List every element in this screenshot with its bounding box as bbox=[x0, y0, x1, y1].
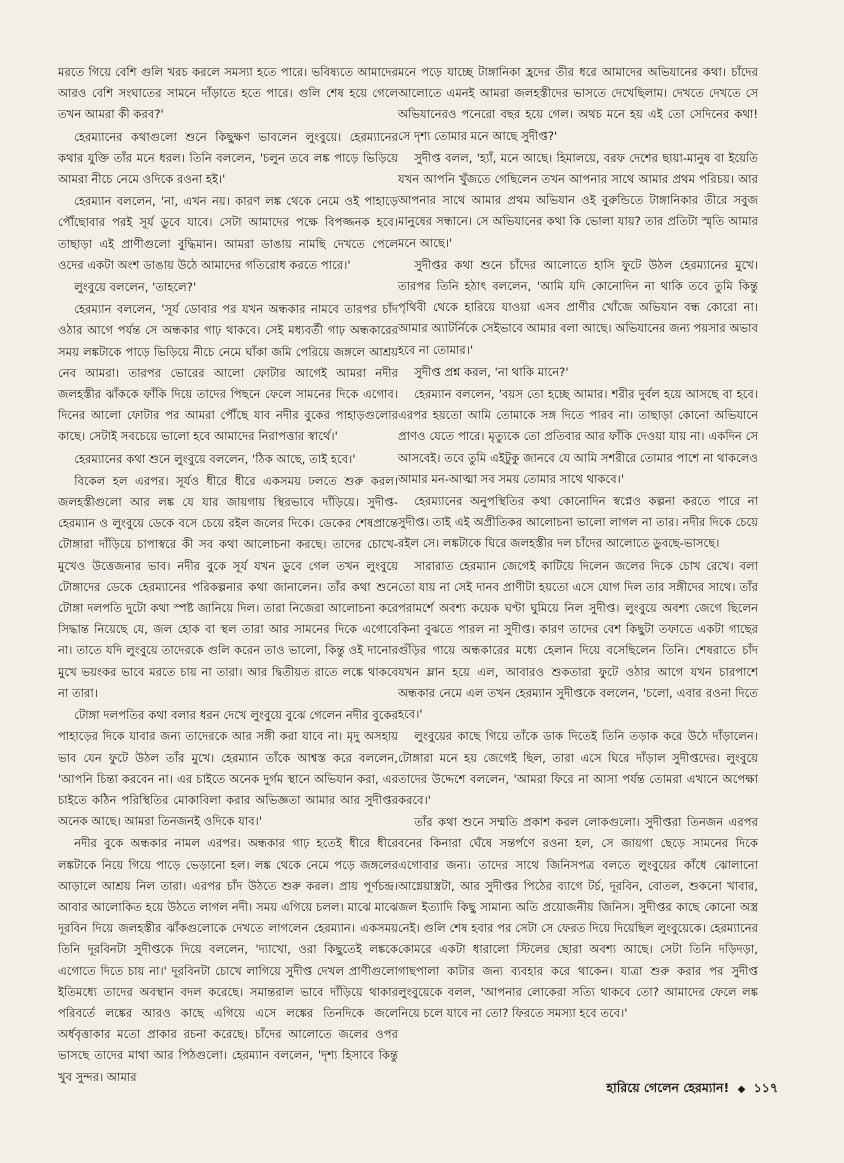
paragraph: সারারাত হেরম্যান জেগেই কাটিয়ে দিলেন জলের দিকে চোখ রেখে। বলা তো যায় না সেই দানব প্রাণীটা হয়তো এসে যোগ দিল তার সঙ্গীদের সাথে। তাঁর পরামর্শে অবশ্য কয়েক ঘণ্টা ঘুমিয়ে নিল সুদীপ্ত। লুংবুয়ে অবশ্য জেগে ছিলেন কিনা বুঝতে পারল না সুদীপ্ত। কারণ তাদের বেশ কিছুটা তফাতে একটা গাছের গুঁড়ির গায়ে অন্ধকারের মধ্যে হেলান দিয়ে বসেছিলেন তিনি। শেষরাতে চাঁদ যখন ম্লান হয়ে এল, আবারও শুকতারা ফুটে ওঠার আগে যখন চারপাশে অন্ধকার নেমে এল তখন হেরম্যান সুদীপ্তকে বললেন, 'চলো, এবার রওনা দিতে হবে।' bbox=[398, 558, 758, 722]
paragraph: হেরম্যানের কথা শুনে লুংবুয়ে বললেন, 'ঠিক আছে, তাই হবে।' bbox=[74, 451, 356, 466]
paragraph: লুংবুয়ে বললেন, 'তাহলে?' bbox=[74, 280, 197, 295]
paragraph: সুদীপ্তর কথা শুনে চাঁদের আলোতে হাসি ফুটে উঠল হেরম্যানের মুখে। তারপর তিনি হঠাৎ বললেন, 'আমি যদি কোনোদিন না থাকি তবে তুমি কিন্তু পৃথিবী থেকে হারিয়ে যাওয়া এসব প্রাণীর খোঁজে অভিযান বন্ধ কোরো না। আমার অ্যাটর্নিকে সেইভাবে আমার বলা আছে। অভিযানের জন্য পয়সার অভাব হবে না তোমার।' bbox=[398, 257, 758, 357]
diamond-separator-icon: ◆ bbox=[737, 1084, 746, 1095]
paragraph: বিকেল হল এরপর। সূর্যও ধীরে ধীরে একসময় ঢলতে শুরু করল। জলহস্তীগুলো আর লঙ্ক যে যার জায়গায় স্থিরভাবে দাঁড়িয়ে। সুদীপ্ত-হেরম্যান ও লুংবুয়ে ডেকে বসে চেয়ে রইল জলের দিকে। ডেকের শেষপ্রান্তে টোঙ্গারা দাঁড়িয়ে চাপাস্বরে কী সব কথা আলোচনা করছে। তাদের চোখে-মুখেও উত্তেজনার ভাব। নদীর বুকে সূর্য যখন ডুবে গেল তখন লুংবুয়ে টোঙ্গাদের ডেকে হেরম্যানের পরিকল্পনার কথা জানালেন। তাঁর কথা শুনে টোঙ্গা দলপতি দুটো কথা স্পষ্ট জানিয়ে দিল। তারা নিজেরা আলোচনা করে সিদ্ধান্ত নিয়েছে যে, জল হোক বা স্থল তারা আর সামনের দিকে এগোবে না। তাতে যদি লুংবুয়ে তাদেরকে গুলি করেন তাও ভালো, কিন্তু ওই দানোর মুখে ভয়ংকর ভাবে মরতে চায় না তারা। আর দ্বিতীয়ত রাতে লঙ্কে থাকবে না তারা। bbox=[58, 473, 398, 700]
page-footer bbox=[607, 1080, 778, 1100]
paragraph: তাঁর কথা শুনে সম্মতি প্রকাশ করল লোকগুলো। সুদীপ্তরা তিনজন এরপর বনের কিনারা ঘেঁষে সন্তর্পণে রওনা হল, সে জায়গা ছেড়ে সামনের দিকে এগোবার জন্য। তাদের সাথে জিনিসপত্র বলতে লুংবুয়ের কাঁধে ঝোলানো আগ্নেয়াস্ত্রটা, আর সুদীপ্তর পিঠের ব্যাগে টর্চ, দূরবিন, বোতল, শুকনো খাবার, জল ইত্যাদি কিছু সামান্য অতি প্রয়োজনীয় জিনিস। সুদীপ্তর কাছে কোনো অস্ত্র নেই। গুলি শেষ হবার পর সেটা সে ফেরত দিয়ে দিয়েছিল লুংবুয়েকে। হেরম্যানের কোমরে একটা ধারালো স্টিলের ছোরা অবশ্য আছে। সেটা তিনি দড়িদড়া, গাছপালা কাটার জন্য ব্যবহার করে থাকেন। যাত্রা শুরু করার পর সুদীপ্ত লুংবুয়েকে বলল, 'আপনার লোকেরা সত্যি থাকবে তো? আমাদের ফেলে লঙ্ক নিয়ে চলে যাবে না তো? ফিরতে সমস্যা হবে তবে।' bbox=[398, 815, 758, 1020]
paragraph: মরতে গিয়ে বেশি গুলি খরচ করলে সমস্যা হতে পারে। ভবিষ্যতে আমাদের আরও বেশি সংঘাতের সামনে দাঁড়াতে হতে পারে। গুলি শেষ হয়ে গেলে তখন আমরা কী করব?' bbox=[58, 65, 398, 122]
paragraph: হেরম্যান বললেন, 'বয়স তো হচ্ছে আমার। শরীর দুর্বল হয়ে আসছে বা হবে। এরপর হয়তো আমি তোমাকে সঙ্গ দিতে পারব না। তাছাড়া কোনো অভিযানে প্রাণও যেতে পারে। মৃত্যুকে তো প্রতিবার আর ফাঁকি দেওয়া যায় না। একদিন সে আসবেই। তবে তুমি এইটুকু জানবে যে আমি সশরীরে তোমার পাশে না থাকলেও আমার মন-আত্মা সব সময় তোমার সাথে থাকবে।' bbox=[398, 387, 758, 486]
left-column bbox=[58, 62, 398, 1088]
page-number: ১১৭ bbox=[753, 1080, 778, 1095]
paragraph: টোঙ্গা দলপতির কথা বলার ধরন দেখে লুংবুয়ে বুঝে গেলেন নদীর বুকের পাহাড়ের দিকে যাবার জন্য তাদেরকে আর সঙ্গী করা যাবে না। মৃদু অসহায় ভাব যেন ফুটে উঠল তাঁর মুখে। হেরম্যান তাঁকে আশ্বস্ত করে বললেন, 'আপনি চিন্তা করবেন না। এর চাইতে অনেক দুর্গম স্থানে অভিযান করা, এর চাইতে কঠিন পরিস্থিতির মোকাবিলা করার অভিজ্ঞতা আমার আর সুদীপ্তর অনেক আছে। আমরা তিনজনই ওদিকে যাব।' bbox=[58, 708, 398, 829]
paragraph: হেরম্যানের কথাগুলো শুনে কিছুক্ষণ ভাবলেন লুংবুয়ে। হেরম্যানের কথার যুক্তি তাঁর মনে ধরল। তিনি বললেন, 'চলুন তবে লঙ্ক পাড়ে ভিড়িয়ে আমরা নীচে নেমে ওদিকে রওনা হই।' bbox=[58, 129, 398, 187]
right-column bbox=[398, 62, 758, 1024]
paragraph: হেরম্যান বললেন, 'সূর্য ডোবার পর যখন অন্ধকার নামবে তারপর চাঁদ ওঠার আগে পর্যন্ত সে অন্ধকার গাঢ় থাকবে। সেই মধ্যবর্তী গাঢ় অন্ধকারের সময় লঙ্কটাকে পাড়ে ভিড়িয়ে নীচে নেমে ঘাঁকা জমি পেরিয়ে জঙ্গলে আশ্রয় নেব আমরা। তারপর ভোরের আলো ফোটার আগেই আমরা নদীর জলহস্তীর ঝাঁককে ফাঁকি দিয়ে তাদের পিছনে ফেলে সামনের দিকে এগোব। দিনের আলো ফোটার পর আমরা পৌঁছে যাব নদীর বুকের পাহাড়গুলোর কাছে। সেটাই সবচেয়ে ভালো হবে আমাদের নিরাপত্তার স্বার্থে।' bbox=[58, 302, 398, 444]
paragraph: লুংবুয়ের কাছে গিয়ে তাঁকে ডাক দিতেই তিনি তড়াক করে উঠে দাঁড়ালেন। টোঙ্গারা মনে হয় জেগেই ছিল, তারা এসে ঘিরে দাঁড়াল সুদীপ্তদের। লুংবুয়ে তাদের উদ্দেশে বললেন, 'আমরা ফিরে না আসা পর্যন্ত তোমরা এখানে অপেক্ষা করবে।' bbox=[398, 729, 758, 807]
paragraph: মনে পড়ে যাচ্ছে টাঙ্গানিকা হ্রদের তীর ধরে আমাদের অভিযানের কথা। চাঁদের আলোতে এমনই আমরা জলহস্তীদের ভাসতে দেখেছিলাম। দেখতে দেখতে সে অভিযানেরও পনেরো বছর হয়ে গেল। অথচ মনে হয় এই তো সেদিনের কথা! সে দৃশ্য তোমার মনে আছে সুদীপ্ত?' bbox=[398, 65, 758, 143]
paragraph: সুদীপ্ত প্রশ্ন করল, 'না থাকি মানে?' bbox=[414, 364, 569, 379]
running-title: হারিয়ে গেলেন হেরম্যান! bbox=[606, 1080, 730, 1095]
paragraph: সুদীপ্ত বলল, 'হ্যাঁ, মনে আছে। হিমালয়ে, বরফ দেশের ছায়া-মানুষ বা ইয়েতি যখন আপনি খুঁজতে গেছিলেন তখন আপনার সাথে আমার প্রথম পরিচয়। আর আপনার সাথে আমার প্রথম অভিযান ওই বুরুন্ডিতে টাঙ্গানিকার তীরে সবুজ মানুষের সন্ধানে। সে অভিযানের কথা কি ভোলা যায়? তার প্রতিটা স্মৃতি আমার মনে আছে।' bbox=[398, 150, 758, 250]
paragraph: হেরম্যান বললেন, 'না, এখন নয়। কারণ লঙ্ক থেকে নেমে ওই পাহাড়ে পৌঁছোবার পরই সূর্য ডুবে যাবে। সেটা আমাদের পক্ষে বিপজ্জনক হবে। তাছাড়া এই প্রাণীগুলো বুদ্ধিমান। আমরা ডাঙায় নামছি দেখতে পেলে ওদের একটা অংশ ডাঙায় উঠে আমাদের গতিরোধ করতে পারে।' bbox=[58, 194, 398, 272]
paragraph: হেরম্যানের অনুপস্থিতির কথা কোনোদিন স্বপ্নেও কল্পনা করতে পারে না সুদীপ্ত। তাই এই অপ্রীতিকর আলোচনা ভালো লাগল না তার। নদীর দিকে চেয়ে রইল সে। লঙ্কটাকে ঘিরে জলহস্তীর দল চাঁদের আলোতে ডুবছে-ভাসছে। bbox=[398, 494, 758, 551]
paragraph: নদীর বুকে অন্ধকার নামল এরপর। অন্ধকার গাঢ় হতেই ধীরে ধীরে লঙ্কটাকে নিয়ে গিয়ে পাড়ে ভেড়ানো হল। লঙ্ক থেকে নেমে পড়ে জঙ্গলের আড়ালে আশ্রয় নিল তারা। এরপর চাঁদ উঠতে শুরু করল। প্রায় পূর্ণচন্দ্র। আবার আলোকিত হয়ে উঠতে লাগল নদী। সময় এগিয়ে চলল। মাঝে মাঝে দূরবিন দিয়ে জলহস্তীর ঝাঁকগুলোকে দেখতে লাগলেন হেরম্যান। একসময় তিনি দূরবিনটা সুদীপ্তকে দিয়ে বললেন, 'দ্যাখো, ওরা কিছুতেই লঙ্ককে এগোতে দিতে চায় না।' দূরবিনটা চোখে লাগিয়ে সুদীপ্ত দেখল প্রাণীগুলো ইতিমধ্যে তাদের অবস্থান বদল করেছে। সমান্তরাল ভাবে দাঁড়িয়ে থাকার পরিবর্তে লঙ্কের আরও কাছে এগিয়ে এসে লঙ্কের তিনদিকে জলে অর্ধবৃত্তাকার মতো প্রাকার রচনা করেছে। চাঁদের আলোতে জলের ওপর ভাসছে তাদের মাথা আর পিঠগুলো। হেরম্যান বললেন, 'দৃশ্য হিসাবে কিন্তু খুব সুন্দর। আমার bbox=[58, 836, 398, 1084]
